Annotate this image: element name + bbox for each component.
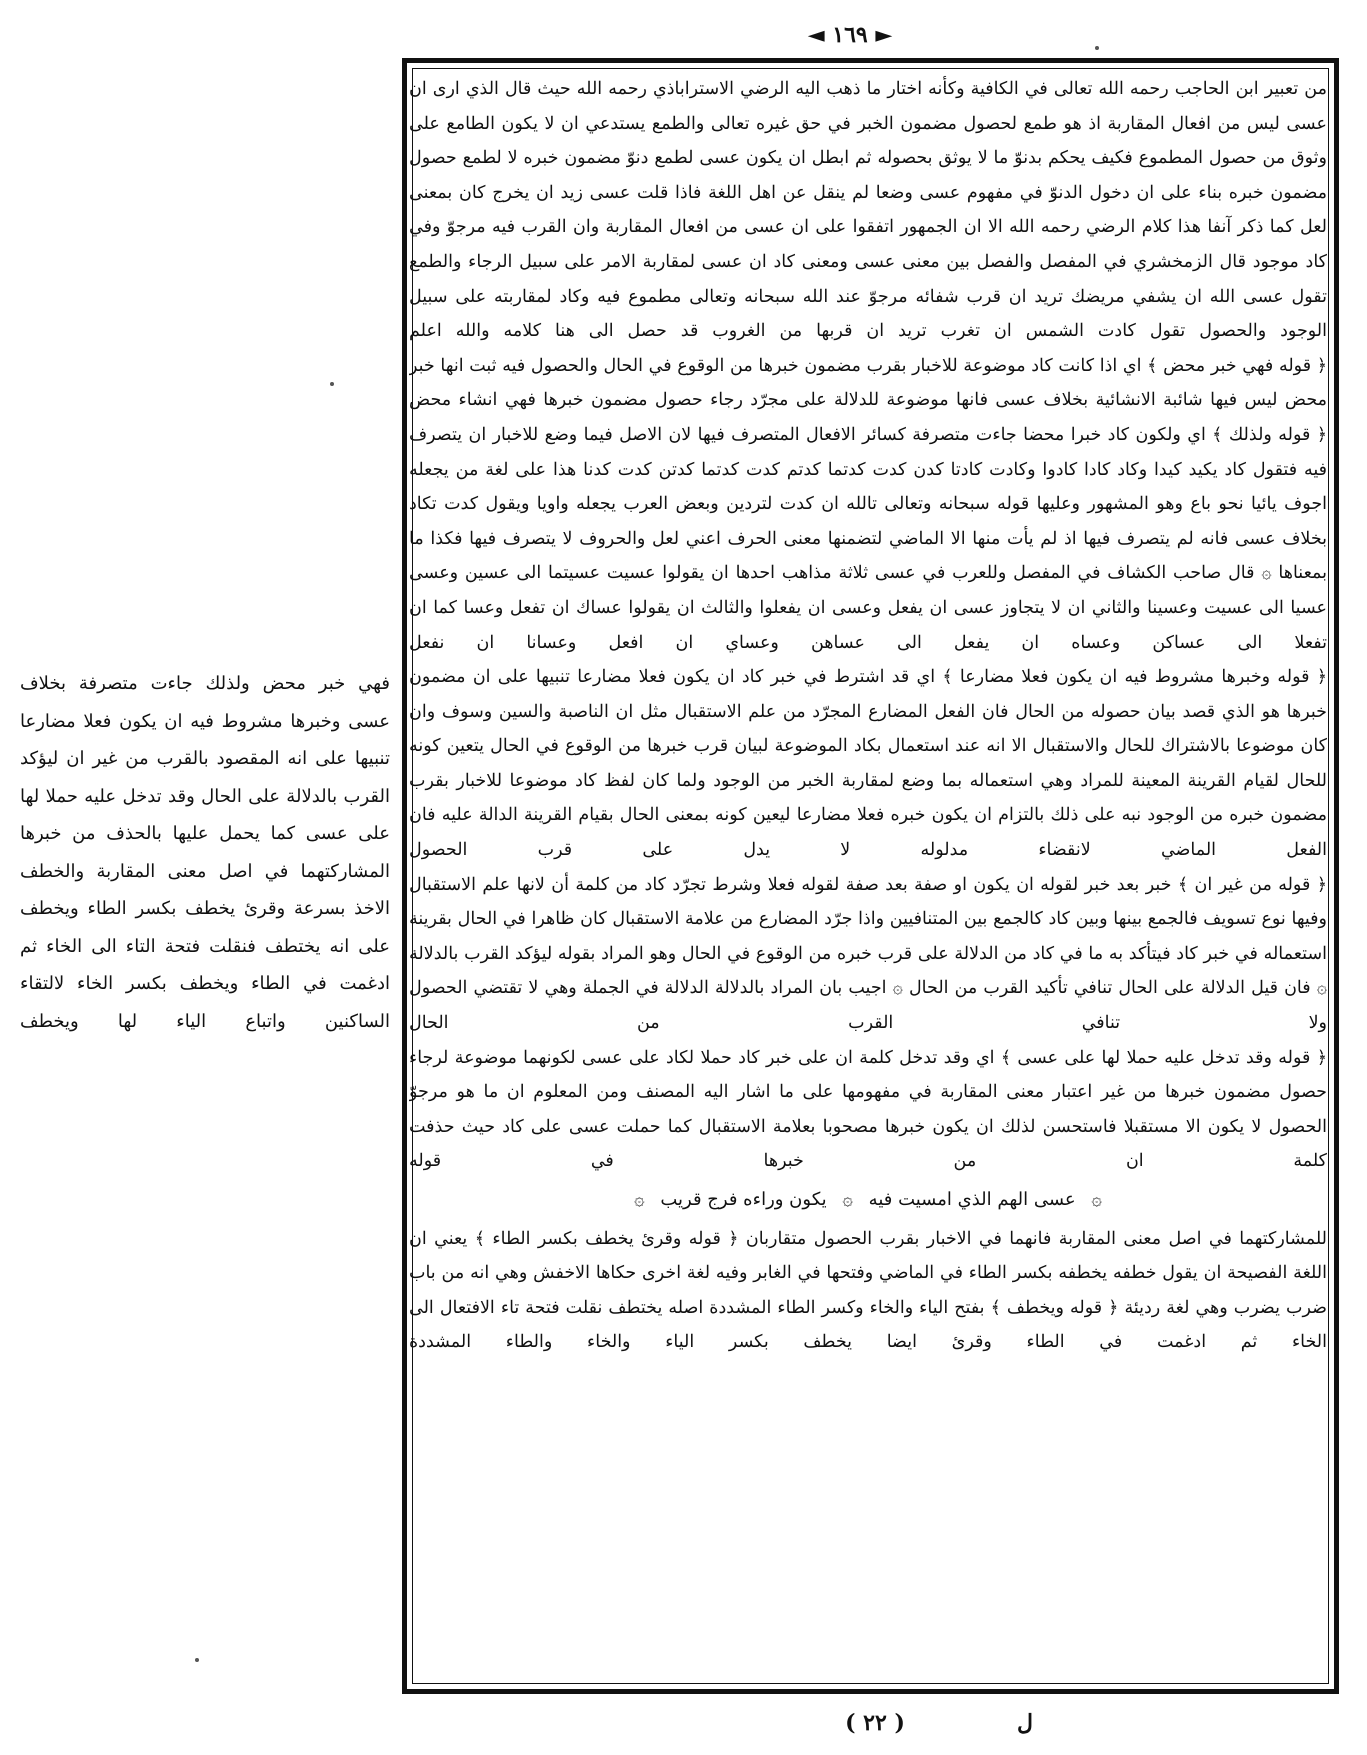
commentary-paragraph: ﴿ قوله فهي خبر محض ﴾ اي اذا كانت كاد موضوعة للاخبار بقرب مضمون خبرها من الوقوع في الحال والحصول فيه ثبت انها خبر محض ليس فيها شائبة الانشائية بخلاف عسى فانها موضوعة للدلالة على مجرّد رجاء حصول مضمون خبرها فهي انشاء محض xyxy=(409,355,1327,411)
page-number: ◄ ١٦٩ ► xyxy=(807,22,893,48)
commentary-paragraph: للمشاركتهما في اصل معنى المقاربة فانهما في الاخبار بقرب الحصول متقاربان ﴿ قوله وقرئ يخطف بكسر الطاء ﴾ يعني ان اللغة الفصيحة ان يقول خطفه يخطفه بكسر الطاء في الماضي وفتحها في الغابر وفيه لغة اخرى حكاها الاخفش وهي انه من باب ضرب يضرب وهي لغة رديئة ﴿ قوله ويخطف ﴾ بفتح الياء والخاء وكسر الطاء المشددة اصله يختطف نقلت فتحة تاء الافتعال الى الخاء ثم ادغمت في الطاء وقرئ ايضا يخطف بكسر الياء والخاء والطاء المشددة xyxy=(409,1228,1327,1353)
verse-hemistich-second: يكون وراءه فرج قريب xyxy=(660,1189,827,1210)
poetry-verse xyxy=(409,1183,1327,1218)
commentary-paragraph: ﴿ قوله وقد تدخل عليه حملا لها على عسى ﴾ اي وقد تدخل كلمة ان على خبر كاد حملا لكاد على عسى لكونهما موضوعة لرجاء حصول مضمون خبرها من غير اعتبار معنى المقاربة في مفهومها على ما اشار اليه المصنف ومن المعلوم ان ما هو مرجوّ الحصول لا يكون الا مستقبلا فاستحسن لذلك ان يكون خبرها مصحوبا بعلامة الاستقبال كما حملت عسى على كاد حيث حذفت كلمة ان من خبرها في قوله xyxy=(409,1047,1327,1172)
commentary-paragraph: ﴿ قوله ولذلك ﴾ اي ولكون كاد خبرا محضا جاءت متصرفة كسائر الافعال المتصرف فيها لان الاصل فيما وضع للاخبار ان يتصرف فيه فتقول كاد يكيد كيدا وكاد كادا كادوا وكادت كادتا كدن كدت كدتما كدتم كدت كدتما كدتن كدت كدنا هذا على لغة من يجعله اجوف يائيا نحو باع وهو المشهور وعليها قوله سبحانه وتعالى تالله ان كدت لتردين وبعض العرب يجعله واويا ويقول كدت تكاد بخلاف عسى فانه لم يتصرف فيها اذ لم يأت منها الا الماضي لتضمنها معنى الحرف اعني لعل والحروف لا يتصرف فيها فكذا ما بمعناها ۞ قال صاحب الكشاف في المفصل وللعرب في عسى ثلاثة مذاهب احدها ان يقولوا عسيت عسيتما الى عسين وعسى عسيا الى عسيت وعسينا والثاني ان لا يتجاوز عسى ان يفعل وعسى ان يفعلوا والثالث ان يقولوا عساك ان تفعل وعسا كما ان تفعلا الى عساكن وعساه ان يفعل الى عساهن وعساي ان افعل وعسانا ان نفعل xyxy=(409,424,1327,653)
speck xyxy=(1095,46,1099,50)
verse-star-icon: ۞ xyxy=(842,1189,853,1210)
speck xyxy=(330,382,334,386)
verse-hemistich-first: عسى الهم الذي امسيت فيه xyxy=(868,1189,1076,1210)
main-commentary-text xyxy=(409,72,1327,1672)
commentary-paragraph: ﴿ قوله وخبرها مشروط فيه ان يكون فعلا مضارعا ﴾ اي قد اشترط في خبر كاد ان يكون فعلا مضارعا تنبيها على ان مضمون خبرها هو الذي قصد بيان حصوله من الحال فان الفعل المضارع المجرّد من علم الاستقبال مثل ان الناصبة والسين وسوف وان كان موضوعا بالاشتراك للحال والاستقبال الا انه عند استعمال بكاد الموضوعة لبيان قرب خبرها من الوقوع في الحال يتعين كونه للحال لقيام القرينة المعينة للمراد وهي استعماله بما وضع لمقاربة الخبر من الوجود ولما كان لفظ كاد موضوعا للاخبار بقرب مضمون خبره من الوجود نبه على ذلك بالتزام ان يكون خبره فعلا مضارعا ليعين كونه بمعنى الحال بقيام القرينة الدالة عليه فان الفعل الماضي لانقضاء مدلوله لا يدل على قرب الحصول xyxy=(409,667,1327,861)
signature-mark: ( ٢٢ ) xyxy=(845,1710,905,1736)
margin-gloss-text: فهي خبر محض ولذلك جاءت متصرفة بخلاف عسى وخبرها مشروط فيه ان يكون فعلا مضارعا تنبيها على انه المقصود بالقرب من غير ان ليؤكد القرب بالدلالة على الحال وقد تدخل عليه حملا لها على عسى كما يحمل عليها بالحذف من خبرها المشاركتهما في اصل معنى المقاربة والخطف الاخذ بسرعة وقرئ يخطف بكسر الطاء ويخطف على انه يختطف فنقلت فتحة التاء الى الخاء ثم ادغمت في الطاء ويخطف بكسر الخاء لالتقاء الساكنين واتباع الياء لها ويخطف xyxy=(20,673,390,1032)
signature-letter: ل xyxy=(1017,1710,1033,1736)
margin-gloss xyxy=(20,665,390,1040)
verse-star-icon: ۞ xyxy=(634,1189,645,1210)
verse-star-icon: ۞ xyxy=(1091,1189,1102,1210)
commentary-paragraph: ﴿ قوله من غير ان ﴾ خبر بعد خبر لقوله ان يكون او صفة بعد صفة لقوله فعلا وشرط تجرّد كاد من كلمة أن لانها علم الاستقبال وفيها نوع تسويف فالجمع بينها وبين كاد كالجمع بين المتنافيين واذا جرّد المضارع من علامة الاستقبال كان ظاهرا في الحال بقرينة استعماله في خبر كاد فيتأكد به ما في كاد من الدلالة على قرب خبره من الوقوع في الحال وهو المراد بقوله ليؤكد القرب بالدلالة ۞ فان قيل الدلالة على الحال تنافي تأكيد القرب من الحال ۞ اجيب بان المراد بالدلالة الدلالة في الجملة وهي لا تقتضي الحصول ولا تنافي القرب من الحال xyxy=(409,874,1327,1034)
commentary-paragraph: من تعبير ابن الحاجب رحمه الله تعالى في الكافية وكأنه اختار ما ذهب اليه الرضي الاستراباذي رحمه الله حيث قال الذي ارى ان عسى ليس من افعال المقاربة اذ هو طمع لحصول مضمون الخبر في حق غيره تعالى والطمع يستدعي ان لا يكون الطامع على وثوق من حصول المطموع فكيف يحكم بدنوّ ما لا يوثق بحصوله ثم ابطل ان يكون عسى لطمع دنوّ مضمون خبره لا لطمع حصول مضمون خبره بناء على ان دخول الدنوّ في مفهوم عسى وضعا لم ينقل عن اهل اللغة فاذا قلت عسى زيد ان يخرج كان بمعنى لعل كما ذكر آنفا هذا كلام الرضي رحمه الله الا ان الجمهور اتفقوا على ان عسى من افعال المقاربة وان القرب فيه مرجوّ وفي كاد موجود قال الزمخشري في المفصل والفصل بين معنى عسى ومعنى كاد ان عسى لمقاربة الامر على سبيل الرجاء والطمع تقول عسى الله ان يشفي مريضك تريد ان قرب شفائه مرجوّ عند الله سبحانه وتعالى مطموع فيه وكاد لمقاربته على سبيل الوجود والحصول تقول كادت الشمس ان تغرب تريد ان قربها من الغروب قد حصل الى هنا كلامه والله اعلم xyxy=(409,79,1327,342)
speck xyxy=(195,1658,199,1662)
